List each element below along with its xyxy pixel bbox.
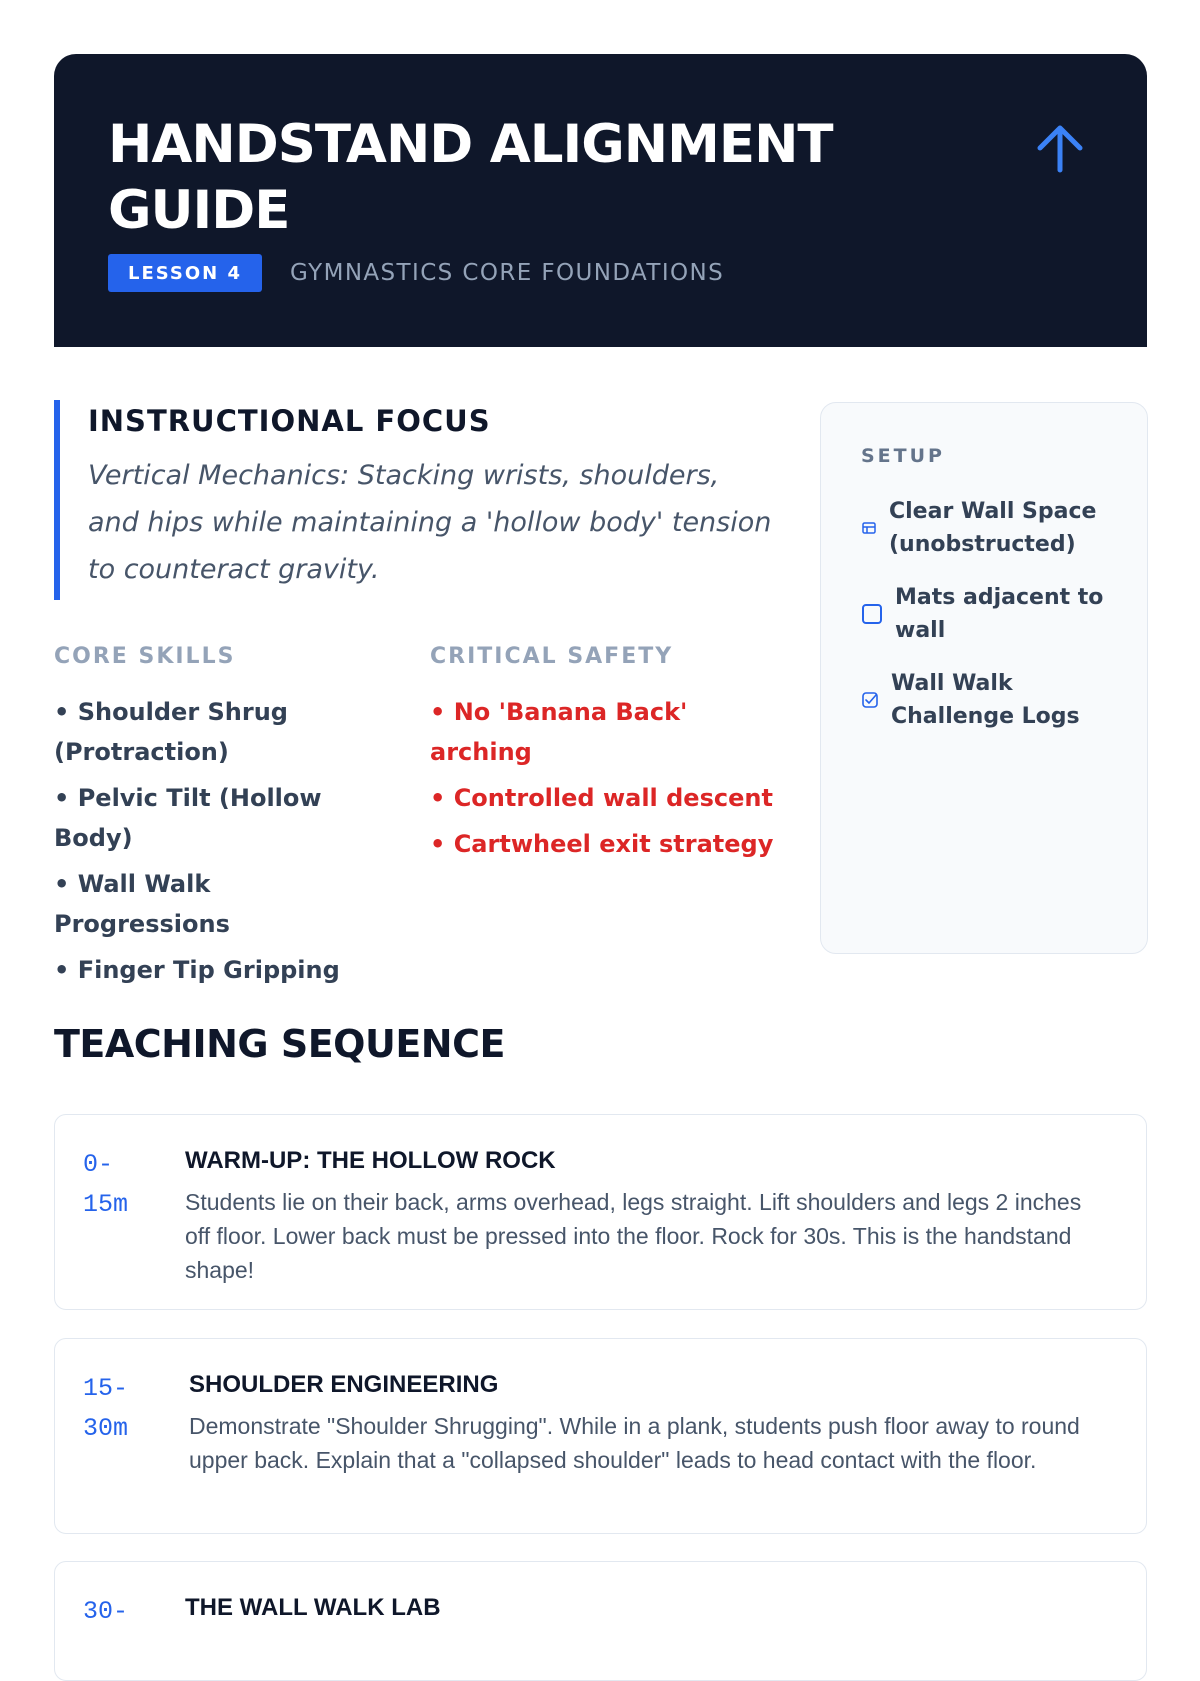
critical-safety-list: [430, 692, 780, 870]
step-time: 0-15m: [83, 1150, 129, 1219]
teaching-sequence-title: TEACHING SEQUENCE: [54, 1022, 505, 1066]
list-item: • Finger Tip Gripping: [54, 956, 340, 984]
setup-item-text: Wall Walk Challenge Logs: [891, 671, 1080, 729]
step-title: WARM-UP: THE HOLLOW ROCK: [185, 1147, 556, 1174]
setup-item: [861, 667, 1111, 733]
core-skills-list: [54, 692, 384, 996]
core-skills-label: CORE SKILLS: [54, 644, 236, 669]
step-title: THE WALL WALK LAB: [185, 1594, 441, 1621]
step-time: 15-30m: [83, 1374, 129, 1443]
sequence-step-card: [54, 1338, 1147, 1534]
focus-heading: INSTRUCTIONAL FOCUS: [88, 404, 491, 438]
setup-item-text: Clear Wall Space (unobstructed): [889, 499, 1097, 557]
setup-item: [861, 581, 1115, 647]
setup-item: [861, 495, 1119, 561]
course-subtitle: GYMNASTICS CORE FOUNDATIONS: [290, 260, 725, 286]
hero-header: [54, 54, 1147, 347]
step-title: SHOULDER ENGINEERING: [189, 1371, 499, 1398]
list-item: • Wall Walk Progressions: [54, 870, 230, 938]
step-time: 30-: [83, 1597, 129, 1626]
step-body: [185, 1147, 1112, 1287]
instructional-focus: [54, 400, 774, 600]
layout-icon: [861, 520, 877, 536]
sequence-step-card: [54, 1114, 1147, 1310]
step-description: Students lie on their back, arms overhead, legs straight. Lift shoulders and legs 2 inches off floor. Lower back must be pressed into the floor. Rock for 30s. This is the handstand shape!: [185, 1189, 1082, 1283]
list-item: • Pelvic Tilt (Hollow Body): [54, 784, 322, 852]
hero-meta: [108, 254, 724, 292]
focus-description: Vertical Mechanics: Stacking wrists, shoulders, and hips while maintaining a 'hollow body' tension to counteract gravity.: [88, 460, 772, 585]
setup-item-text: Mats adjacent to wall: [895, 585, 1104, 643]
critical-safety-label: CRITICAL SAFETY: [430, 644, 674, 669]
step-description: Demonstrate "Shoulder Shrugging". While in a plank, students push floor away to round upper back. Explain that a "collapsed shoulder" leads to head contact with the floor.: [189, 1413, 1080, 1473]
list-item: • Controlled wall descent: [430, 784, 773, 812]
page-title: HANDSTAND ALIGNMENT GUIDE: [108, 114, 833, 241]
lesson-badge: LESSON 4: [108, 254, 262, 292]
square-icon[interactable]: [861, 603, 883, 625]
step-body: [189, 1371, 1112, 1477]
list-item: • Shoulder Shrug (Protraction): [54, 698, 288, 766]
setup-panel: [820, 402, 1148, 954]
arrow-up-icon[interactable]: [1030, 118, 1090, 178]
checkbox-icon[interactable]: [861, 691, 879, 709]
sequence-step-card: [54, 1561, 1147, 1681]
setup-label: SETUP: [861, 445, 945, 467]
list-item: • Cartwheel exit strategy: [430, 830, 774, 858]
list-item: • No 'Banana Back' arching: [430, 698, 688, 766]
